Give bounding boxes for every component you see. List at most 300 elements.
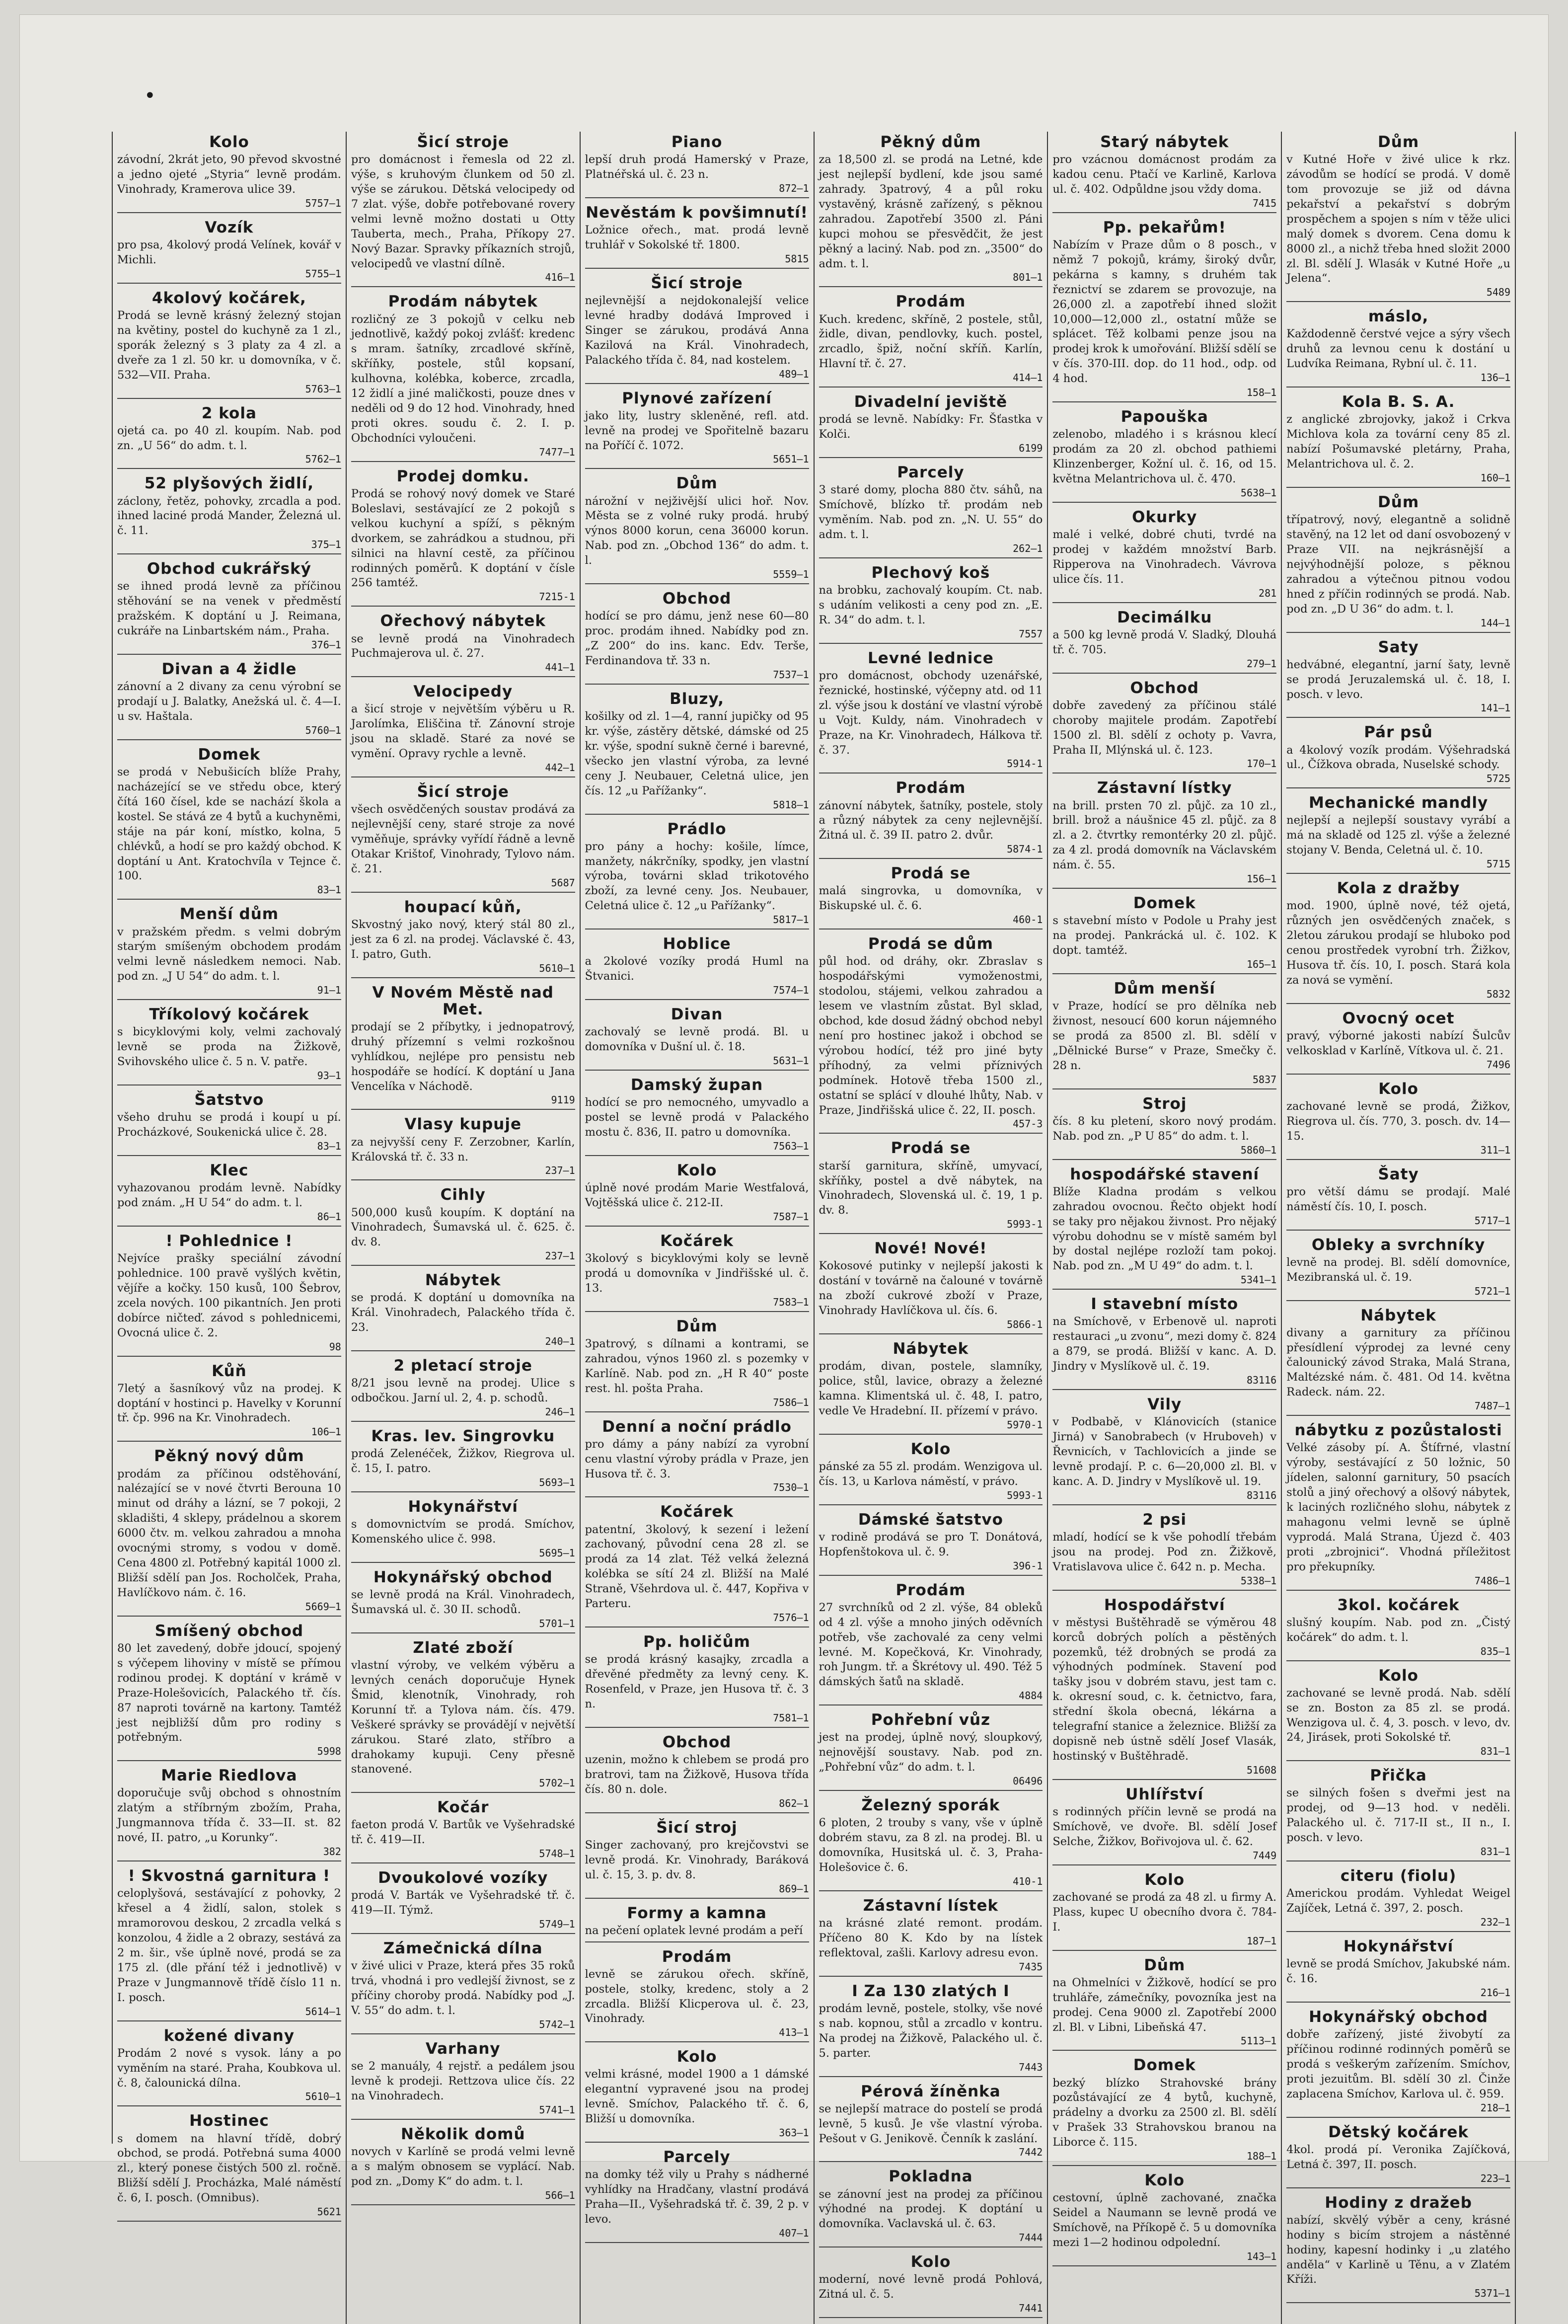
- classified-ad: [819, 1240, 1043, 1334]
- ad-text: pro dámy a pány nabízí za vyrobní cenu vlastní výroby prádla v Praze, jen Husova tř. č. 3.: [585, 1437, 809, 1480]
- column-4: [815, 132, 1048, 2324]
- ad-text: třípatrový, nový, elegantně a solidně stavěný, na 12 let od daní osvobozený v Praze VII. na nejkrásnější a nejvýhodnější poloze, s pěknou zahradou a výtečnou pitnou vodou hned z příčin rodinných se prodá. Nab. pod zn. „D U 36“ do adm. t. l.: [1286, 513, 1510, 616]
- ad-text: na brill. prsten 70 zl. půjč. za 10 zl., brill. brož a náušnice 45 zl. půjč. za 8 zl. a 2. čtvrtky remontérky 20 zl. půjč. za 4 zl. prodá domovník na Václavském nám. č. 55.: [1052, 799, 1277, 872]
- ad-number: 7581—1: [773, 1711, 809, 1724]
- ad-number: 7443: [1019, 2061, 1043, 2073]
- ad-text: pro psa, 4kolový prodá Velínek, kovář v Michli.: [117, 238, 341, 266]
- ad-text: slušný koupím. Nab. pod zn. „Čistý kočárek“ do adm. t. l.: [1286, 1616, 1510, 1644]
- ad-number: 376—1: [311, 639, 341, 651]
- ad-number: 7496: [1486, 1058, 1510, 1071]
- ad-text: novych v Karlíně se prodá velmi levně a s malým obnosem se vyplácí. Nab. pod zn. „Domy K“ do adm. t. l.: [351, 2145, 575, 2188]
- classified-ad: [351, 1186, 575, 1266]
- classified-ad: [1052, 980, 1276, 1089]
- ad-heading: Kras. lev. Singrovku: [371, 1427, 555, 1446]
- classified-ad: [1286, 1422, 1510, 1590]
- ad-text: pro domácnost i řemesla od 22 zl. výše, s kruhovým člunkem od 50 zl. výše se zárukou. Dětská velocipedy od 7 zlat. výše, dobře potřebované rovery velmi levně možno dostati u Otty Tauberta, mech., Praha, Příkopy 27. Nový Bazar. Spravky příkazních strojů, velocipedů ve vlastní dílně.: [351, 153, 575, 270]
- ad-text: Prodá se rohový nový domek ve Staré Boleslavi, sestávající ze 2 pokojů s velkou kuchyní a spíží, s pěkným dvorkem, se zahrádkou a studnou, při silnici na hlavní cestě, za příčinou rodinných poměrů. K doptání v čísle 256 tamtéž.: [351, 487, 575, 590]
- ad-number: 5702—1: [539, 1777, 575, 1789]
- ad-heading: Saty: [1378, 638, 1419, 656]
- ad-heading: Ovocný ocet: [1342, 1009, 1455, 1027]
- ad-number: 5610—1: [305, 2091, 341, 2103]
- ad-heading: Prodám: [662, 1947, 732, 1966]
- classified-ad: [117, 475, 341, 554]
- ad-text: pro pány a hochy: košile, límce, manžety, nákrčníky, spodky, jen vlastní výroba, továrni sklad trikotového zboží, za levné ceny. Jos. Neubauer, Celetná ulice č. 12 „u Pařížanky“.: [585, 840, 809, 913]
- classified-ad: [585, 475, 809, 584]
- classified-ad: [819, 393, 1043, 458]
- classified-ad: [1286, 308, 1510, 387]
- ad-text: na brobku, zachovalý koupím. Ct. nab. s udáním velikosti a ceny pod zn. „E. R. 34“ do adm. t. l.: [819, 584, 1043, 626]
- ad-number: 7442: [1019, 2146, 1043, 2159]
- ad-text: pánské za 55 zl. prodám. Wenzigova ul. čís. 13, u Karlova náměstí, v právo.: [819, 1460, 1043, 1488]
- classified-ad: [351, 984, 575, 1110]
- ad-text: košilky od zl. 1—4, ranní jupičky od 95 kr. výše, zástěry dětské, dámské od 25 kr. výše, spodní sukně černé i barevné, všecko jen vlastní výroba, za levné ceny J. Neubauer, Celetná ulice, jen čís. 12 „u Pařížanky“.: [585, 710, 809, 797]
- ad-heading: Varhany: [425, 2040, 501, 2058]
- ad-number: 831—1: [1480, 1745, 1510, 1758]
- classified-ad: [1052, 1786, 1276, 1865]
- ad-heading: Kolo: [1378, 1666, 1419, 1685]
- ad-heading: Hokynářský obchod: [373, 1568, 553, 1586]
- classified-ad: [117, 560, 341, 655]
- ad-text: 80 let zavedený, dobře jdoucí, spojený s výčepem lihoviny v místě se přímou rodinou prodej. K doptání v krámě v Praze-Holešovicích, Palackého tř. čís. 87 naproti továrně na kartony. Tamtéž jest nejbližší dům pro rodiny s potřebným.: [117, 1641, 341, 1744]
- classified-ad: [1052, 609, 1276, 674]
- ad-text: 3kolový s bicyklovými koly se levně prodá u domovníka v Jindřišské ul. č. 13.: [585, 1252, 809, 1295]
- ad-number: 5749—1: [539, 1918, 575, 1931]
- ad-heading: Dům: [1144, 1956, 1186, 1974]
- ad-heading: Prodá se: [891, 864, 971, 883]
- ad-heading: Vozík: [205, 218, 254, 236]
- ad-text: levně se prodá Smíchov, Jakubské nám. č. 16.: [1286, 1957, 1510, 1986]
- classified-ad: [117, 661, 341, 740]
- ad-number: 7215-1: [539, 591, 575, 603]
- ad-number: 7486—1: [1474, 1574, 1510, 1587]
- ad-text: Kokosové putinky v nejlepší jakosti k dostání v továrně na čalouné v továrně na zboží cukrové zboží v Praze, Vinohrady Havlíčkova ul. čís. 6.: [819, 1259, 1043, 1317]
- ad-text: se prodá v Nebušicích blíže Prahy, nacházející se ve středu obce, který čítá 160 čísel, kde se nachází škola a kostel. Se stává ze 4 bytů a kuchyněmi, stáje na pár koní, místko, kolna, 5 chlévků, a hodí se pro každý obchod. K doptání u Ant. Kratochvíla v Tejnce č. 100.: [117, 766, 341, 883]
- ad-number: 410-1: [1013, 1875, 1043, 1887]
- classified-ad: [1286, 1307, 1510, 1416]
- ad-text: nárožní v nejživější ulici hoř. Nov. Města se z volné ruky prodá. hrubý výnos 8000 korun, cena 36000 korun. Nab. pod zn. „Obchod 136“ do adm. t. l.: [585, 494, 809, 567]
- ad-number: 7587—1: [773, 1210, 809, 1223]
- ad-text: s rodinných příčin levně se prodá na Smíchově, ve dvoře. Bl. sdělí Josef Selche, Žižkov, Bořivojova ul. č. 62.: [1052, 1805, 1277, 1848]
- ad-number: 311—1: [1480, 1144, 1510, 1156]
- ad-text: hodící se pro dámu, jenž nese 60—80 proc. prodám ihned. Nabídky pod zn. „Z 200“ do ins. kanc. Edv. Terše, Ferdinandova tř. 33 n.: [585, 610, 809, 667]
- classified-ad: [1286, 1667, 1510, 1762]
- ad-heading: nábytku z pozůstalosti: [1294, 1421, 1502, 1440]
- ad-number: 93—1: [317, 1070, 341, 1082]
- classified-ad: [1052, 1296, 1276, 1390]
- ad-number: 5338—1: [1240, 1574, 1277, 1587]
- classified-ad: [117, 405, 341, 469]
- classified-ad: [117, 746, 341, 900]
- ad-heading: Formy a kamna: [627, 1904, 767, 1922]
- ad-text: zelenobo, mladého i s krásnou klecí prodám za 20 zl. obchod pathiemi Klinzenberger, Kožní ul. č. 16, od 15. května Melantrichova ul. č. 470.: [1052, 428, 1277, 486]
- ad-heading: Prodám: [896, 779, 966, 797]
- ad-text: prodám za příčinou odstěhování, nalézající se v nové čtvrti Berouna 10 minut od dráhy a lázní, se 7 pokoji, 2 skladišti, 4 sklepy, prádelnou a skorem 6000 čtv. m. velkou zahradou a mnoha ovocnými stromy, s vodou v domě. Cena 4800 zl. Potřebný kapitál 1000 zl. Bližší sdělí pan Jos. Rocholček, Praha, Havlíčkovo nám. č. 16.: [117, 1467, 341, 1599]
- ad-heading: Dům: [676, 474, 718, 493]
- ad-text: závodní, 2krát jeto, 90 převod skvostné a jedno ojeté „Styria“ levně prodám. Vinohrady, Kramerova ulice 39.: [117, 153, 341, 196]
- classified-ad: [1286, 494, 1510, 633]
- ad-text: Ložnice ořech., mat. prodá levně truhlář v Sokolské tř. 1800.: [585, 224, 809, 251]
- ad-number: 237—1: [545, 1164, 575, 1177]
- classified-ad: [819, 134, 1043, 287]
- ad-number: 5715: [1486, 858, 1510, 870]
- ad-text: levně se zárukou ořech. skříně, postele, stolky, kredenc, stoly a 2 zrcadla. Bližší Klicperova ul. č. 23, Vinohrady.: [585, 1967, 809, 2025]
- classified-ad: [819, 865, 1043, 930]
- classified-ad: [1286, 724, 1510, 788]
- ad-text: vlastní výroby, ve velkém výběru a levných cenách doporučuje Hynek Šmid, klenotník, Vinohrady, roh Korunní tř. a Tylova nám. čís. 479. Veškeré správky se provádějí v největší zárukou. Staré zlato, stříbro a drahokamy kupuji. Ceny přesně stanovené.: [351, 1658, 575, 1776]
- ad-heading: Pohřební vůz: [871, 1711, 991, 1729]
- ad-number: 5693—1: [539, 1476, 575, 1489]
- classified-ad: [819, 935, 1043, 1134]
- classified-ad: [1286, 794, 1510, 874]
- ad-text: ojetá ca. po 40 zl. koupím. Nab. pod zn. „U 56“ do adm. t. l.: [117, 424, 341, 452]
- ad-heading: Nové! Nové!: [874, 1239, 987, 1258]
- classified-ad: [1052, 1597, 1276, 1780]
- ad-heading: Kolo: [1144, 1870, 1185, 1889]
- ad-heading: houpací kůň,: [404, 898, 522, 916]
- ad-heading: Pěkný dům: [880, 133, 981, 151]
- classified-ad: [819, 2253, 1043, 2318]
- ad-number: 5742—1: [539, 2018, 575, 2031]
- classified-ad: [819, 2168, 1043, 2247]
- ad-number: 7487—1: [1474, 1400, 1510, 1412]
- ad-number: 106—1: [311, 1426, 341, 1438]
- ad-text: se levně prodá na Král. Vinohradech, Šumavská ul. č. 30 II. schodů.: [351, 1588, 575, 1616]
- ad-text: vyhazovanou prodám levně. Nabídky pod znám. „H U 54“ do adm. t. l.: [117, 1181, 341, 1209]
- classified-ad: [585, 691, 809, 815]
- classified-ad: [117, 1006, 341, 1085]
- ad-number: 7435: [1019, 1960, 1043, 1973]
- ad-number: 218—1: [1480, 2101, 1510, 2114]
- ad-number: 216—1: [1480, 1987, 1510, 1999]
- ad-text: v Kutné Hoře v živé ulice k rkz. závodům se hodící se prodá. V domě tom provozuje se již od dávna pekařství a pekařství s dobrým prospěchem a spojen s ním v těže ulici malý domek s dvorem. Cena domu k 8000 zl., a nichž třeba hned složit 2000 zl. Bl. sdělí J. Wlasák v Kutné Hoře „u Jelena“.: [1286, 153, 1510, 285]
- ad-heading: Prodej domku.: [396, 467, 529, 485]
- classified-ad: [351, 134, 575, 287]
- ad-number: 5998: [317, 1745, 341, 1758]
- classified-ad: [585, 1503, 809, 1627]
- ad-text: Singer zachovaný, pro krejčovstvi se levně prodá. Kr. Vinohrady, Baráková ul. č. 15, 3. p. dv. 8.: [585, 1838, 809, 1881]
- ad-text: 8/21 jsou levně na prodej. Ulice s odbočkou. Jarní ul. 2, 4. p. schodů.: [351, 1377, 575, 1405]
- ad-heading: Obleky a svrchníky: [1311, 1236, 1486, 1254]
- ad-text: v Praze, hodící se pro dělníka neb živnost, nesoucí 600 korun nájemného se prodá za 8500 zl. Bl. sdělí v „Dělnické Burse“ v Praze, Smečky č. 28 n.: [1052, 1000, 1277, 1072]
- ad-heading: Decimálku: [1117, 608, 1212, 626]
- ad-heading: 4kolový kočárek,: [151, 289, 306, 307]
- ad-text: dobře zařízený, jisté živobytí za příčinou rodinné rodinných poměrů se prodá s veškerým zařízením. Smíchov, proti jezuitům. Bl. sdělí 30 zl. Činže zaplacena Smíchov, Karlova ul. č. 959.: [1286, 2028, 1510, 2100]
- ad-text: Nabízím v Praze dům o 8 posch., v němž 7 pokojů, krámy, široký dvůr, pekárna s kamny, s druhém tak řeznictví se zdarem se provozuje, na 26,000 zl. a zapotřebí ihned složit 10,000—12,000 zl., ostatní může se splácet. Těž kolbami penze jsou na prodej krok k umořování. Bližší sdělí se v čís. 370-III. dop. do 11 hod., odp. od 4 hod.: [1052, 238, 1277, 386]
- classified-ad: [351, 1799, 575, 1863]
- ad-heading: Uhlířství: [1125, 1785, 1204, 1803]
- ad-text: zachované se prodá za 48 zl. u firmy A. Plass, kupec U obecního dvora č. 784-I.: [1052, 1890, 1277, 1934]
- ad-text: zachované levně se prodá, Žižkov, Riegrova ul. čís. 770, 3. posch. dv. 14—15.: [1286, 1099, 1510, 1143]
- ad-text: v městysi Buštěhradě se výměrou 48 korců dobrých polích a pěstěných pozemků, též drobných se prodá za výhodných podmínek. Stavení pod tašky jsou v dobrém stavu, jest tam c. k. okresní soud, c. k. četnictvo, fara, střední škola obecná, lékárna a telegrafní stanice a železnice. Bližší za dopisně neb ústně sdělí Josef Vlasák, hostinský v Buštěhradě.: [1052, 1616, 1277, 1763]
- ad-number: 7537—1: [773, 668, 809, 681]
- ad-heading: ! Skvostná garnitura !: [128, 1867, 331, 1885]
- ad-text: se levně prodá na Vinohradech Puchmajerova ul. č. 27.: [351, 632, 575, 660]
- ad-text: pro vzácnou domácnost prodám za kadou cenu. Ptačí ve Karlině, Karlova ul. č. 402. Odpůldne jsou vždy doma.: [1052, 153, 1277, 196]
- ad-heading: Dámské šatstvo: [858, 1510, 1003, 1529]
- ad-text: velmi krásné, model 1900 a 1 dámské elegantní vypravené jsou na prodej levně. Smíchov, Palackého tř. č. 6, Bližší u domovníka.: [585, 2068, 809, 2126]
- ad-number: 416—1: [545, 271, 575, 284]
- ad-heading: Hospodářství: [1104, 1596, 1225, 1614]
- classified-ad: [819, 1797, 1043, 1891]
- ad-number: 83116: [1246, 1374, 1277, 1387]
- classified-ad: [351, 1428, 575, 1492]
- classified-ad: [1052, 1511, 1276, 1591]
- ad-number: 5687: [551, 876, 575, 889]
- ad-number: 6199: [1019, 442, 1043, 455]
- ad-number: 7576—1: [773, 1612, 809, 1624]
- classified-ad: [585, 1633, 809, 1728]
- classified-ad: [351, 1357, 575, 1422]
- classified-ad: [1286, 2194, 1510, 2304]
- ad-text: v rodině prodává se pro T. Donátová, Hopfenštokova ul. č. 9.: [819, 1530, 1043, 1558]
- classified-ad: [819, 1140, 1043, 1234]
- ad-heading: Kolo: [910, 2253, 951, 2271]
- column-1: [113, 132, 347, 2324]
- ad-number: 144—1: [1480, 617, 1510, 629]
- ad-heading: Kola z dražby: [1337, 879, 1460, 898]
- ad-heading: Vily: [1147, 1395, 1182, 1414]
- ad-heading: Parcely: [897, 464, 965, 482]
- classified-ad: [1286, 1867, 1510, 1932]
- ad-text: prodá V. Barták ve Vyšehradské tř. č. 419—II. Týmž.: [351, 1889, 575, 1917]
- ad-text: starší garnitura, skříně, umyvací, skříňky, postel a dvě nábytek, na Vinohradech, Slovenská ul. č. 19, 1 p. dv. 8.: [819, 1159, 1043, 1217]
- classified-ad: [819, 1983, 1043, 2077]
- classified-ad: [1286, 2124, 1510, 2188]
- classified-ad: [1286, 1166, 1510, 1231]
- ad-text: Americkou prodám. Vyhledat Weigel Zajíček, Letná č. 397, 2. posch.: [1286, 1887, 1510, 1915]
- ad-text: divany a garnitury za příčinou přesídlení výprodej za levné ceny čalounický závod Straka, Malá Strana, Maltézské nám. č. 481. Od 14. května Radeck. nám. 22.: [1286, 1326, 1510, 1399]
- ad-text: zachovalý se levně prodá. Bl. u domovníka v Dušní ul. č. 18.: [585, 1025, 809, 1054]
- ad-number: 5763—1: [305, 383, 341, 395]
- ad-heading: Prodám: [896, 1581, 966, 1599]
- ad-number: 98: [329, 1340, 341, 1353]
- classified-ad: [1286, 1938, 1510, 2003]
- ad-text: v živé ulici v Praze, která přes 35 roků trvá, vhodná i pro vedlejší živnost, se z příčiny choroby prodá. Nabídky pod „J. V. 55“ do adm. t. l.: [351, 1959, 575, 2017]
- ad-number: 5860—1: [1240, 1144, 1277, 1156]
- classified-ad: [1052, 779, 1276, 889]
- ad-text: dobře zavedený za příčinou stálé choroby majitele prodám. Zapotřebí 1500 zl. Bl. sdělí z ochoty p. Vavra, Praha II, Mlýnská ul. č. 123.: [1052, 698, 1277, 757]
- ad-text: nabízí, skvělý výběr a ceny, krásné hodiny s bicím strojem a nástěnné hodiny, kapesní hodinky i „u zlatého anděla“ v Karlině u Těnu, a v Zlatém Kříži.: [1286, 2213, 1510, 2286]
- classified-ad: [585, 1318, 809, 1412]
- ad-heading: 3kol. kočárek: [1337, 1596, 1460, 1614]
- ad-text: na Ohmelníci v Žižkově, hodící se pro truhláře, zámečníky, povozníka jest na prodej. Cena 9000 zl. Zapotřebí 2000 zl. Bl. v Libni, Libeňská 47.: [1052, 1976, 1277, 2034]
- classified-ad: [351, 613, 575, 677]
- ad-text: prodá se levně. Nabídky: Fr. Šťastka v Kolči.: [819, 413, 1043, 441]
- ad-text: 500,000 kusů koupím. K doptání na Vinohradech, Šumavská ul. č. 625. č. dv. 8.: [351, 1206, 575, 1249]
- ad-number: 862—1: [779, 1797, 809, 1809]
- ad-number: 7441: [1019, 2302, 1043, 2315]
- ad-text: Prodám 2 nové s vysok. lány a po vyměním na staré. Praha, Koubkova ul. č. 8, čalounická dílna.: [117, 2046, 341, 2090]
- ad-text: Velké zásoby pí. A. Štífrné, vlastní výroby, sestávající z 50 ložnic, 50 jídelen, salonní garnitury, 50 psacích stolů a jiný ořechový a olšový nábytek, k laciných rozličného slohu, nábytek z mahagonu velmi levně se úplně vyprodá. Malá Strana, Újezd č. 403 proti „zbrojnici“. Vhodná příležitost pro překupníky.: [1286, 1441, 1510, 1573]
- classified-ad: [117, 1162, 341, 1227]
- ad-number: 413—1: [779, 2026, 809, 2039]
- classified-ad: [585, 1734, 809, 1813]
- classified-ad: [585, 1418, 809, 1498]
- ad-number: 237—1: [545, 1250, 575, 1262]
- ad-text: Nejvíce prašky speciální závodní pohlednice. 100 pravě vyšlých květin, vějíře a kočky. 150 kusů, 100 Šebrov, zcela nových. 100 pikantních. Jen proti dobírce ničteď. závod s pohlednicemi, Ovocná ulice č. 2.: [117, 1252, 341, 1339]
- ad-heading: Kůň: [212, 1362, 247, 1380]
- ad-number: 831—1: [1480, 1846, 1510, 1858]
- ad-heading: ! Pohlednice !: [165, 1232, 293, 1250]
- ad-text: faeton prodá V. Bartůk ve Vyšehradské tř. č. 419—II.: [351, 1818, 575, 1847]
- ad-text: Blíže Kladna prodám s velkou zahradou ovocnou. Řečto objekt hodí se taky pro nějakou živnost. Pro nějaký výrobu dohodnu se v místě samém byl by dostal nejlépe rozloží tam pokoj. Nab. pod zn. „M U 49“ do adm. t. l.: [1052, 1185, 1277, 1273]
- ad-number: 5717—1: [1474, 1214, 1510, 1227]
- classified-ad: [585, 1162, 809, 1227]
- classified-ad: [1052, 219, 1276, 402]
- ad-number: 5874-1: [1007, 843, 1043, 855]
- classified-ad: [1052, 509, 1276, 603]
- ad-number: 869—1: [779, 1882, 809, 1895]
- ad-heading: Pokladna: [889, 2168, 973, 2186]
- ad-number: 7444: [1019, 2232, 1043, 2244]
- ad-heading: Šicí stroje: [417, 783, 509, 801]
- ad-text: prodá Zelenéček, Žižkov, Riegrova ul. č. 15, I. patro.: [351, 1447, 575, 1475]
- classified-ad: [1052, 2172, 1276, 2266]
- ad-heading: kožené divany: [163, 2026, 295, 2045]
- ad-text: pro domácnost, obchody uzenářské, řeznické, hostinské, výčepny atd. od 11 zl. výše jsou k dostání ve vlastní výrobě u Vojt. Kuldy, nám. Vinohradech v Praze, na Kr. Vinohradech, Hálkova tř. č. 37.: [819, 669, 1043, 757]
- ad-heading: Ořechový nábytek: [380, 612, 546, 630]
- ad-number: 460-1: [1013, 914, 1043, 926]
- ad-number: 5725: [1486, 773, 1510, 785]
- ad-number: 7415: [1252, 197, 1277, 209]
- ad-heading: Dům: [1378, 133, 1419, 151]
- ad-number: 279—1: [1246, 657, 1277, 670]
- classified-ad: [1286, 1767, 1510, 1861]
- ad-text: Prodá se levně krásný železný stojan na květiny, postel do kuchyně za 1 zl., sporák železný s 3 platy za 4 zl. a dveře za 1 zl. 50 kr. u domovníka, v č. 532—VII. Praha.: [117, 309, 341, 382]
- ad-number: 91—1: [317, 984, 341, 997]
- ad-text: 4kol. prodá pí. Veronika Zajíčková, Letná č. 397, II. posch.: [1286, 2143, 1510, 2171]
- ad-number: 5614—1: [305, 2005, 341, 2017]
- ad-text: s bicyklovými koly, velmi zachovalý levně se proda na Žižkově, Svihovského ulice č. 5 n. V. patře.: [117, 1025, 341, 1069]
- classified-ad: [1286, 1597, 1510, 1661]
- ad-number: 441—1: [545, 661, 575, 674]
- ad-number: 5610—1: [539, 962, 575, 974]
- ad-text: 7letý a šasníkový vůz na prodej. K doptání v hostinci p. Havelky v Korunní tř. čp. 996 na Kr. Vinohradech.: [117, 1382, 341, 1425]
- ad-heading: máslo,: [1368, 308, 1429, 326]
- ad-heading: Šaty: [1378, 1165, 1419, 1183]
- ad-number: 382: [323, 1846, 341, 1858]
- ad-text: patentní, 3kolový, k sezení i ležení zachovaný, původní cena 28 zl. se prodá za 14 zlat. Též velká železná kolébka se sítí 24 zl. Bližší na Malé Straně, Všehrdova ul. č. 447, Kopřiva v Parteru.: [585, 1523, 809, 1611]
- ad-text: jako lity, lustry skleněné, refl. atd. levně na prodej ve Spořitelně bazaru na Poříčí č. 1072.: [585, 409, 809, 452]
- ad-heading: Piano: [671, 133, 723, 151]
- ad-number: 414—1: [1013, 372, 1043, 384]
- classified-ad: [117, 1623, 341, 1762]
- ad-heading: Kolo: [1378, 1080, 1419, 1098]
- ad-heading: hospodářské stavení: [1070, 1165, 1260, 1183]
- ad-text: na pečení oplatek levné prodám a peří: [585, 1924, 803, 1937]
- ad-heading: 52 plyšových židlí,: [144, 474, 314, 493]
- ad-heading: Okurky: [1132, 508, 1197, 526]
- ad-number: 83—1: [317, 1140, 341, 1152]
- ad-text: se nejlepší matrace do postelí se prodá levně, 5 kusů. Je vše vlastní výroba. Pešout v G. Jenikově. Čenník k zaslání.: [819, 2102, 1043, 2145]
- ad-text: záclony, řetěz, pohovky, zrcadla a pod. ihned laciné prodá Mander, Železná ul. č. 11.: [117, 494, 341, 538]
- ad-number: 5489: [1486, 286, 1510, 299]
- ad-text: 3patrový, s dílnami a kontrami, se zahradou, výnos 1960 zl. s pozemky v Karlíně. Nab. pod zn. „H R 40“ poste rest. hl. pošta Praha.: [585, 1337, 809, 1395]
- ad-heading: Kočár: [437, 1798, 489, 1817]
- classified-ad: [1286, 1081, 1510, 1160]
- ad-heading: Kolo: [676, 2048, 717, 2066]
- classified-ads-grid: [112, 132, 1516, 2315]
- page-mark: •: [144, 84, 156, 107]
- ad-heading: Starý nábytek: [1100, 133, 1229, 151]
- classified-ad: [1052, 2057, 1276, 2166]
- ad-heading: 2 kola: [201, 404, 257, 422]
- classified-ad: [117, 2027, 341, 2107]
- classified-ad: [585, 1233, 809, 1312]
- ad-heading: Dětský kočárek: [1328, 2123, 1469, 2141]
- classified-ad: [117, 1448, 341, 1616]
- ad-number: 489—1: [779, 368, 809, 380]
- ad-number: 262—1: [1013, 542, 1043, 554]
- ad-heading: Obchod: [662, 1733, 732, 1751]
- ad-text: nejlepší a nejlepší soustavy vyrábí a má na skladě od 125 zl. výše a železné stojany V. Benda, Celetná ul. č. 10.: [1286, 814, 1510, 857]
- ad-heading: Šicí stroje: [417, 133, 509, 151]
- ad-heading: Kolo: [1144, 2171, 1185, 2190]
- ad-text: se 2 manuály, 4 rejstř. a pedálem jsou levně k prodeji. Rettzova ulice čís. 22 na Vinohradech.: [351, 2060, 575, 2102]
- ad-number: 281: [1259, 587, 1277, 599]
- ad-heading: Obchod: [1130, 679, 1199, 697]
- classified-ad: [819, 293, 1043, 387]
- ad-heading: Kolo: [209, 133, 249, 151]
- classified-ad: [1286, 1237, 1510, 1301]
- classified-ad: [1052, 895, 1276, 974]
- classified-ad: [1286, 639, 1510, 718]
- classified-ad: [351, 1498, 575, 1563]
- ad-heading: Cihly: [440, 1186, 486, 1204]
- ad-heading: Hodiny z dražeb: [1325, 2193, 1472, 2212]
- ad-text: prodám levně, postele, stolky, vše nové s nab. kopnou, stůl a zrcadlo v kontru. Na prodej na Žižkově, Palackého ul. č. 5. parter.: [819, 2002, 1043, 2060]
- newspaper-page: [20, 15, 1548, 2315]
- ad-number: 158—1: [1246, 387, 1277, 399]
- ad-heading: Smíšený obchod: [154, 1622, 304, 1640]
- classified-ad: [585, 134, 809, 198]
- ad-text: malé i velké, dobré chuti, tvrdé na prodej v každém množství Barb. Ripperova na Vinohradech. Vávrova ulice čís. 11.: [1052, 528, 1277, 586]
- ad-heading: Velocipedy: [413, 683, 513, 701]
- ad-heading: Prodám: [896, 293, 966, 311]
- ad-text: za 18,500 zl. se prodá na Letné, kde jest nejlepší bydlení, kde jsou samé zahrady. 3patrový, 4 a půl roku vystavěný, krásně zařízený, s pěknou zahradou. Zapotřebí 3500 zl. Páni kupci mohou se přesvědčit, že jest pěkný a laciný. Nab. pod zn. „3500“ do adm. t. l.: [819, 153, 1043, 270]
- ad-text: za nejvyšší ceny F. Zerzobner, Karlín, Královská tř. č. 33 n.: [351, 1135, 575, 1163]
- ad-text: prodám, divan, postele, slamníky, police, stůl, lavice, obrazy a železné kamna. Klimentská ul. č. 48, I. patro, vedle Ve Hradební. II. přízemí v právo.: [819, 1360, 1043, 1417]
- classified-ad: [1052, 1095, 1276, 1160]
- ad-number: 83—1: [317, 884, 341, 896]
- ad-text: Každodenně čerstvé vejce a sýry všech druhů za levnou cenu k dostání u Ludvíka Reimana, Rybní ul. č. 11.: [1286, 327, 1510, 371]
- ad-heading: Přička: [1370, 1767, 1427, 1785]
- ad-number: 5817—1: [773, 914, 809, 926]
- ad-number: 5341—1: [1240, 1274, 1277, 1286]
- ad-text: prodají se 2 příbytky, i jednopatrový, druhý přízemní s velmi rozkošnou vyhlídkou, nejlépe pro pensistu neb hospodáře se hodící. K doptání u Jana Vencelíka v Náchodě.: [351, 1020, 575, 1093]
- classified-ad: [351, 783, 575, 893]
- ad-heading: Divan: [671, 1006, 723, 1024]
- ad-heading: 2 psi: [1142, 1510, 1187, 1529]
- ad-heading: Tříkolový kočárek: [149, 1006, 309, 1024]
- ad-number: 835—1: [1480, 1645, 1510, 1657]
- ad-text: a šicí stroje v největším výběru u R. Jarolímka, Eliščina tř. Zánovní stroje jsou na skladě. Staré za nové se vymění. Opravy rychle a levně.: [351, 702, 575, 761]
- classified-ad: [585, 204, 809, 269]
- classified-ad: [1052, 1957, 1276, 2051]
- ad-heading: Obchod: [662, 590, 732, 608]
- ad-text: 6 ploten, 2 trouby s vany, vše v úplně dobrém stavu, za 8 zl. na prodej. Bl. u domovníka, Husitská ul. č. 3, Praha-Holešovice č. 6.: [819, 1816, 1043, 1874]
- classified-ad: [351, 468, 575, 607]
- ad-text: se ihned prodá levně za příčinou stěhování se na venek v předměstí pražském. K doptání u J. Reimana, cukráře na Linbartském nám., Praha.: [117, 580, 341, 638]
- ad-number: 457-3: [1013, 1118, 1043, 1130]
- classified-ad: [585, 1077, 809, 1156]
- ad-text: všeho druhu se prodá i koupí u pí. Procházkové, Soukenická ulice č. 28.: [117, 1111, 341, 1139]
- ad-heading: Dům: [676, 1317, 718, 1335]
- classified-ad: [819, 650, 1043, 774]
- classified-ad: [585, 2048, 809, 2143]
- ad-text: hodící se pro nemocného, umyvadlo a postel se levně prodá v Palackého mostu č. 836, II. patro u domovníka.: [585, 1096, 809, 1139]
- ad-number: 165—1: [1246, 958, 1277, 971]
